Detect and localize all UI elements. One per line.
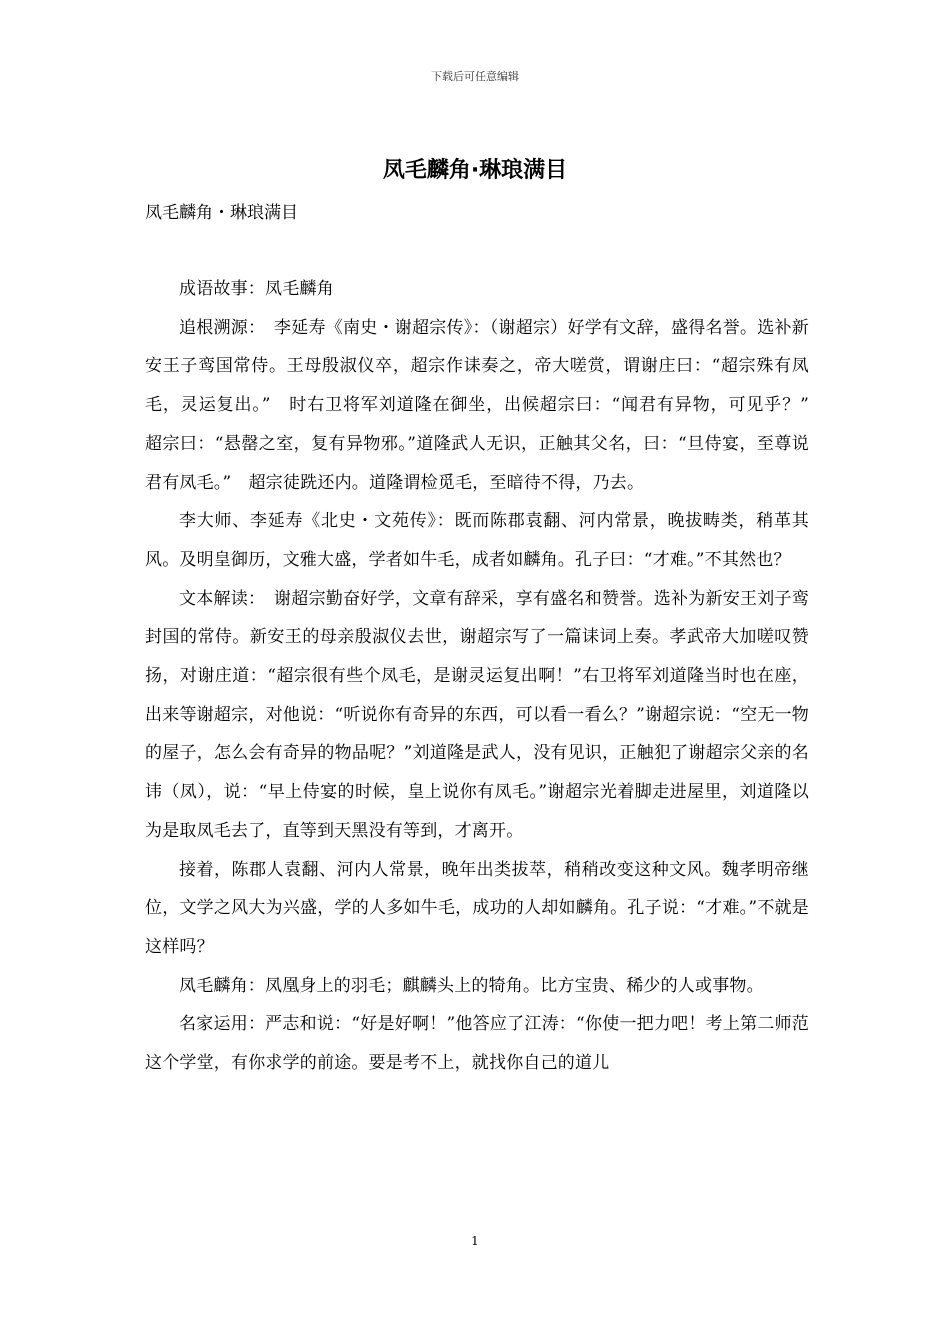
document-body xyxy=(145,270,827,1083)
page-number: 1 xyxy=(471,1234,479,1248)
page-header-note: 下载后可任意编辑 xyxy=(431,70,519,83)
paragraph-idiom-meaning: 凤毛麟角：凤凰身上的羽毛；麒麟头上的犄角。比方宝贵、稀少的人或事物。 xyxy=(179,975,764,996)
paragraph-continuation: 接着，陈郡人袁翻、河内人常景，晚年出类拔萃，稍稍改变这种文风。魏孝明帝继位，文学之风大为兴盛，学的人多如牛毛，成功的人却如麟角。孔子说：“才难。”不就是这样吗？ xyxy=(145,859,809,957)
paragraph-text-interpretation: 文本解读： 谢超宗勤奋好学，文章有辞采，享有盛名和赞誉。选补为新安王刘子鸾封国的常侍。新安王的母亲殷淑仪去世，谢超宗写了一篇诔词上奏。孝武帝大加嗟叹赞扬，对谢庄道：“超宗很有些个凤毛，是谢灵运复出啊！”右卫将军刘道隆当时也在座，出来等谢超宗，对他说：“听说你有奇异的东西，可以看一看么？”谢超宗说：“空无一物的屋子，怎么会有奇异的物品呢？”刘道隆是武人，没有见识，正触犯了谢超宗父亲的名讳（凤），说：“早上侍宴的时候，皇上说你有凤毛。”谢超宗光着脚走进屋里，刘道隆以为是取凤毛去了，直等到天黑没有等到，才离开。 xyxy=(145,588,809,841)
paragraph-idiom-story: 成语故事：凤毛麟角 xyxy=(179,279,334,299)
paragraph-origin-beishi: 李大师、李延寿《北史・文苑传》：既而陈郡袁翻、河内常景，晚拔畴类，稍革其风。及明皇御历，文雅大盛，学者如牛毛，成者如麟角。孔子曰：“才难。”不其然也？ xyxy=(145,511,809,570)
paragraph-famous-usage: 名家运用：严志和说：“好是好啊！”他答应了江涛：“你使一把力吧！考上第二师范这个学堂，有你求学的前途。要是考不上，就找你自己的道儿 xyxy=(145,1014,809,1074)
document-subtitle: 凤毛麟角・琳琅满目 xyxy=(145,203,298,223)
document-title: 凤毛麟角·琳琅满目 xyxy=(382,158,568,183)
paragraph-origin-nanshi: 追根溯源： 李延寿《南史・谢超宗传》：（谢超宗）好学有文辞，盛得名誉。选补新安王子鸾国常侍。王母殷淑仪卒，超宗作诔奏之，帝大嗟赏，谓谢庄曰：“超宗殊有凤毛，灵运复出。” 时右卫将军刘道隆在御坐，出候超宗曰：“闻君有异物，可见乎？” 超宗曰：“悬罄之室，复有异物邪。”道隆武人无识，正触其父名，曰：“旦侍宴，至尊说君有凤毛。” 超宗徒跣还内。道隆谓检觅毛，至暗待不得，乃去。 xyxy=(145,317,827,493)
